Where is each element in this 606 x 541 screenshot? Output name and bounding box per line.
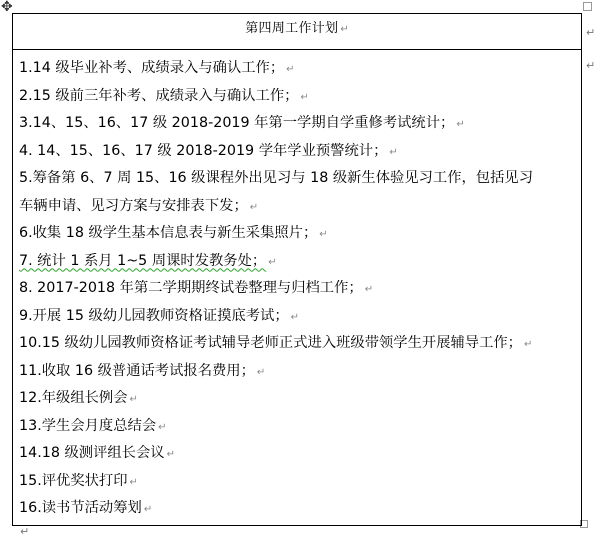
paragraph-mark-icon: ↵ [268, 256, 277, 268]
paragraph-mark-icon: ↵ [129, 394, 138, 405]
list-item: 16.读书节活动筹划 ↵ [19, 500, 153, 516]
list-item: 8. 2017-2018 年第二学期期终试卷整理与归档工作； ↵ [19, 280, 374, 296]
paragraph-mark-icon: ↵ [143, 504, 153, 515]
title-cell[interactable] [13, 14, 582, 50]
table-row [13, 50, 582, 526]
list-item: 11.收取 16 级普通话考试报名费用； ↵ [19, 362, 266, 379]
paragraph-mark-icon: ↵ [319, 229, 328, 240]
row-end-marker-icon [583, 2, 592, 11]
list-item: 12.年级组长例会 ↵ [19, 390, 138, 406]
plan-body-cell[interactable] [13, 50, 582, 526]
paragraph-mark-icon: ↵ [158, 421, 167, 433]
paragraph-mark-icon: ↵ [249, 201, 259, 213]
list-item: 3.14、15、16、17 级 2018-2019 年第一学期自学重修考试统计； ↵ [19, 115, 465, 131]
paragraph-mark-icon: ↵ [286, 64, 295, 75]
paragraph-mark-icon: ↵ [389, 146, 398, 158]
paragraph-mark-icon: ↵ [586, 59, 596, 72]
paragraph-mark-icon: ↵ [364, 284, 374, 295]
list-item: 14.18 级测评组长会议 ↵ [19, 445, 175, 461]
list-item: 1.14 级毕业补考、成绩录入与确认工作； ↵ [19, 60, 295, 76]
list-item: 2.15 级前三年补考、成绩录入与确认工作； ↵ [19, 87, 309, 104]
list-item: 10.15 级幼儿园教师资格证考试辅导老师正式进入班级带领学生开展辅导工作； ↵ [19, 335, 533, 351]
work-plan-table [12, 13, 582, 526]
paragraph-mark-icon: ↵ [586, 26, 596, 39]
list-item: 6.收集 18 级学生基本信息表与新生采集照片； ↵ [19, 225, 328, 241]
table-row [13, 14, 582, 50]
paragraph-mark-icon: ↵ [290, 311, 300, 323]
page-title: 第四周工作计划 [245, 21, 339, 36]
list-item: 车辆申请、见习方案与安排表下发； ↵ [19, 197, 259, 214]
paragraph-mark-icon: ↵ [456, 119, 465, 130]
paragraph-mark-icon: ↵ [523, 339, 533, 350]
list-item: 5.筹备第 6、7 周 15、16 级课程外出见习与 18 级新生体验见习工作，包括见习 [19, 170, 533, 186]
document-end-paragraph-mark-icon: ↵ [20, 525, 30, 538]
list-item: 15.评优奖状打印 ↵ [19, 472, 138, 489]
list-item: 9.开展 15 级幼儿园教师资格证摸底考试； ↵ [19, 307, 300, 324]
paragraph-mark-icon: ↵ [256, 366, 266, 378]
paragraph-mark-icon: ↵ [129, 476, 138, 488]
paragraph-mark-icon: ↵ [340, 24, 349, 35]
list-item: 4. 14、15、16、17 级 2018-2019 学年学业预警统计； ↵ [19, 142, 398, 159]
list-item: 13.学生会月度总结会 ↵ [19, 417, 167, 434]
paragraph-mark-icon: ↵ [166, 449, 175, 460]
list-item: 7. 统计 1 系月 1~5 周课时发教务处； ↵ [19, 252, 277, 269]
table-move-handle-icon[interactable]: ✥ [1, 0, 13, 15]
paragraph-mark-icon: ↵ [300, 91, 309, 103]
